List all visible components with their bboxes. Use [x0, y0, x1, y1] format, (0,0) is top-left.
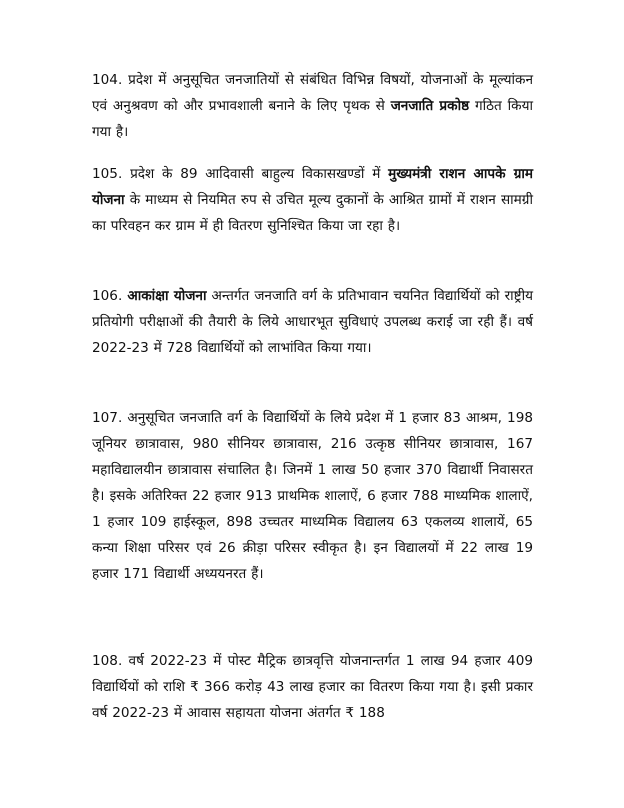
paragraph-text: अन्तर्गत जनजाति वर्ग के प्रतिभावान चयनित विद्यार्थियों को राष्ट्रीय प्रतियोगी परीक्षाओं की तैयारी के लिये आधारभूत सुविधाएं उपलब्ध कराई जा रही हैं। वर्ष 2022-23 में 728 विद्यार्थियों को लाभांवित किया गया।: [92, 288, 533, 356]
bold-term: जनजाति प्रकोष्ठ: [390, 98, 470, 114]
paragraph-text: प्रदेश के 89 आदिवासी बाहुल्य विकासखण्डों में: [130, 166, 381, 182]
bold-term: मुख्यमंत्री राशन आपके ग्राम योजना: [92, 166, 534, 208]
paragraph-text: गठित किया गया है।: [92, 98, 533, 140]
paragraph-108: [92, 648, 533, 726]
paragraph-number: 105.: [92, 166, 123, 182]
paragraph-105: [92, 161, 533, 239]
bold-term: आकांक्षा योजना: [127, 288, 207, 304]
paragraph-104: [92, 67, 533, 145]
paragraph-106: [92, 283, 533, 361]
paragraph-number: 107.: [92, 410, 123, 426]
paragraph-text: के माध्यम से नियमित रुप से उचित मूल्य दुकानों के आश्रित ग्रामों में राशन सामग्री का परिवहन कर ग्राम में ही वितरण सुनिश्चित किया जा रहा है।: [92, 192, 533, 234]
paragraph-text: अनुसूचित जनजाति वर्ग के विद्यार्थियों के लिये प्रदेश में 1 हजार 83 आश्रम, 198 जूनियर छात्रावास, 980 सीनियर छात्रावास, 216 उत्कृष्ठ सीनियर छात्रावास, 167 महाविद्यालयीन छात्रावास संचालित है। जिनमें 1 लाख 50 हजार 370 विद्यार्थी निवासरत है। इसके अतिरिक्त 22 हजार 913 प्राथमिक शालाऐं, 6 हजार 788 माध्यमिक शालाऐं, 1 हजार 109 हाईस्कूल, 898 उच्चतर माध्यमिक विद्यालय 63 एकलव्य शालायें, 65 कन्या शिक्षा परिसर एवं 26 क्रीड़ा परिसर स्वीकृत है। इन विद्यालयों में 22 लाख 19 हजार 171 विद्यार्थी अध्ययनरत हैं।: [92, 410, 534, 582]
paragraph-number: 104.: [92, 72, 123, 88]
paragraph-text: प्रदेश में अनुसूचित जनजातियों से संबंधित विभिन्न विषयों, योजनाओं के मूल्यांकन एवं अनुश्रवण को और प्रभावशाली बनाने के लिए पृथक से: [92, 72, 533, 114]
paragraph-107: [92, 405, 533, 587]
paragraph-number: 108.: [92, 653, 123, 669]
paragraph-text: वर्ष 2022-23 में पोस्ट मैट्रिक छात्रवृत्ति योजनान्तर्गत 1 लाख 94 हजार 409 विद्यार्थियों को राशि ₹ 366 करोड़ 43 लाख हजार का वितरण किया गया है। इसी प्रकार वर्ष 2022-23 में आवास सहायता योजना अंतर्गत ₹ 188: [92, 653, 533, 721]
paragraph-number: 106.: [92, 288, 123, 304]
